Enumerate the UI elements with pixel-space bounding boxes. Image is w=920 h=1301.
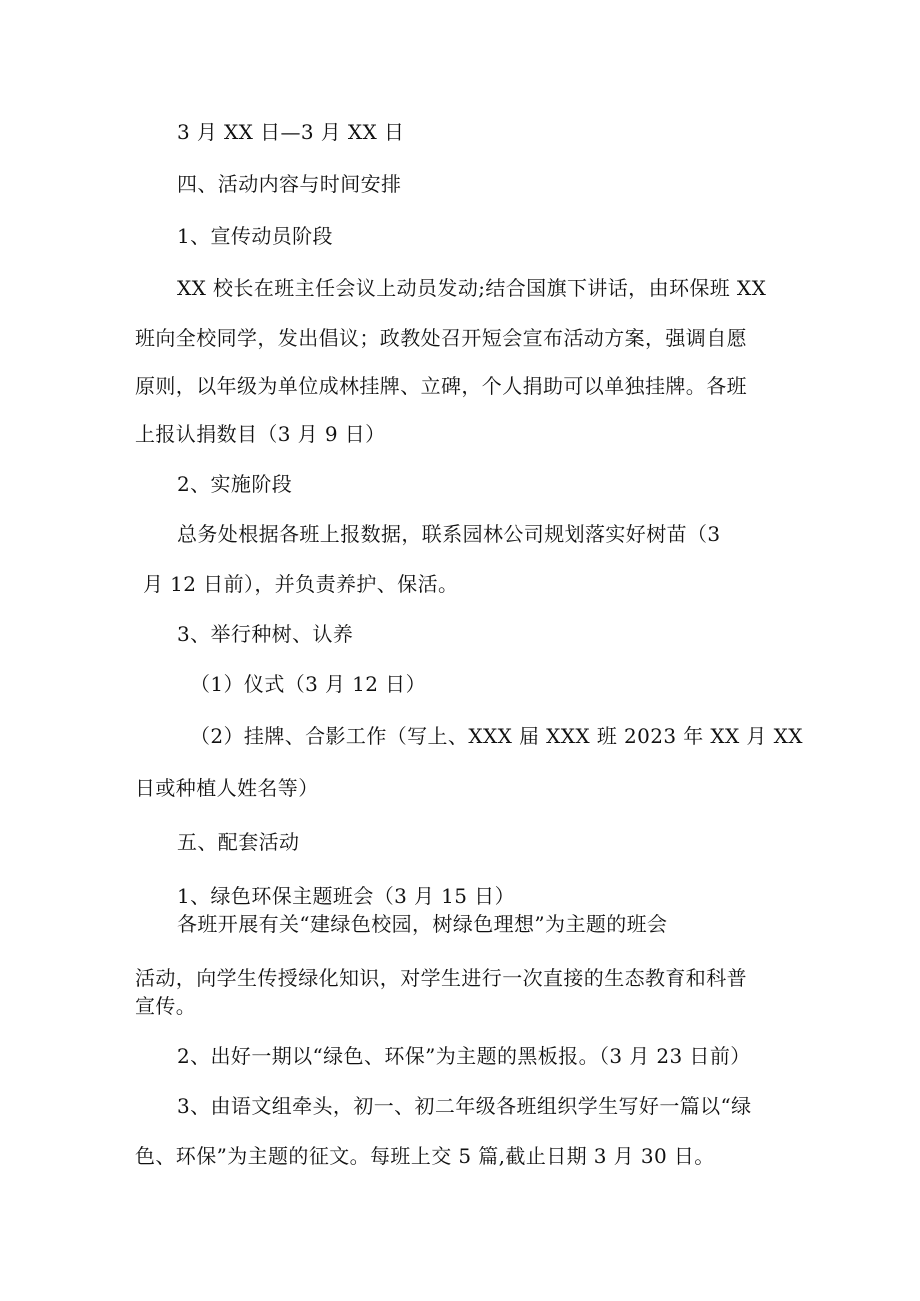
- item-signage-line-1: （2）挂牌、合影工作（写上、XXX 届 XXX 班 2023 年 XX 月 XX: [190, 724, 803, 748]
- item-blackboard-newspaper: 2、出好一期以“绿色、环保”为主题的黑板报。（3 月 23 日前）: [177, 1044, 751, 1068]
- paragraph-publicity-line-3: 原则，以年级为单位成林挂牌、立碑，个人捐助可以单独挂牌。各班: [135, 374, 747, 398]
- date-range-line: 3 月 XX 日—3 月 XX 日: [177, 120, 405, 144]
- subheading-class-meeting: 1、绿色环保主题班会（3 月 15 日）: [177, 884, 515, 908]
- section-heading-activity-schedule: 四、活动内容与时间安排: [177, 172, 402, 196]
- section-heading-supporting-activities: 五、配套活动: [177, 830, 300, 854]
- subheading-publicity-stage: 1、宣传动员阶段: [177, 224, 333, 248]
- paragraph-class-meeting-line-2: 活动，向学生传授绿化知识，对学生进行一次直接的生态教育和科普: [135, 966, 747, 990]
- item-ceremony: （1）仪式（3 月 12 日）: [190, 672, 426, 696]
- item-essay-line-1: 3、由语文组牵头，初一、初二年级各班组织学生写好一篇以“绿: [177, 1094, 752, 1118]
- subheading-implementation-stage: 2、实施阶段: [177, 472, 293, 496]
- item-signage-line-2: 日或种植人姓名等）: [135, 776, 319, 800]
- subheading-tree-planting: 3、举行种树、认养: [177, 622, 354, 646]
- paragraph-publicity-line-1: XX 校长在班主任会议上动员发动;结合国旗下讲话，由环保班 XX: [177, 276, 767, 300]
- item-essay-line-2: 色、环保”为主题的征文。每班上交 5 篇,截止日期 3 月 30 日。: [135, 1144, 715, 1168]
- paragraph-class-meeting-line-1: 各班开展有关“建绿色校园，树绿色理想”为主题的班会: [177, 912, 668, 936]
- paragraph-implementation-line-2: 月 12 日前），并负责养护、保活。: [143, 572, 459, 596]
- paragraph-implementation-line-1: 总务处根据各班上报数据，联系园林公司规划落实好树苗（3: [177, 522, 721, 546]
- paragraph-publicity-line-4: 上报认捐数目（3 月 9 日）: [135, 422, 386, 446]
- paragraph-class-meeting-line-3: 宣传。: [135, 994, 197, 1018]
- paragraph-publicity-line-2: 班向全校同学，发出倡议；政教处召开短会宣布活动方案，强调自愿: [135, 326, 747, 350]
